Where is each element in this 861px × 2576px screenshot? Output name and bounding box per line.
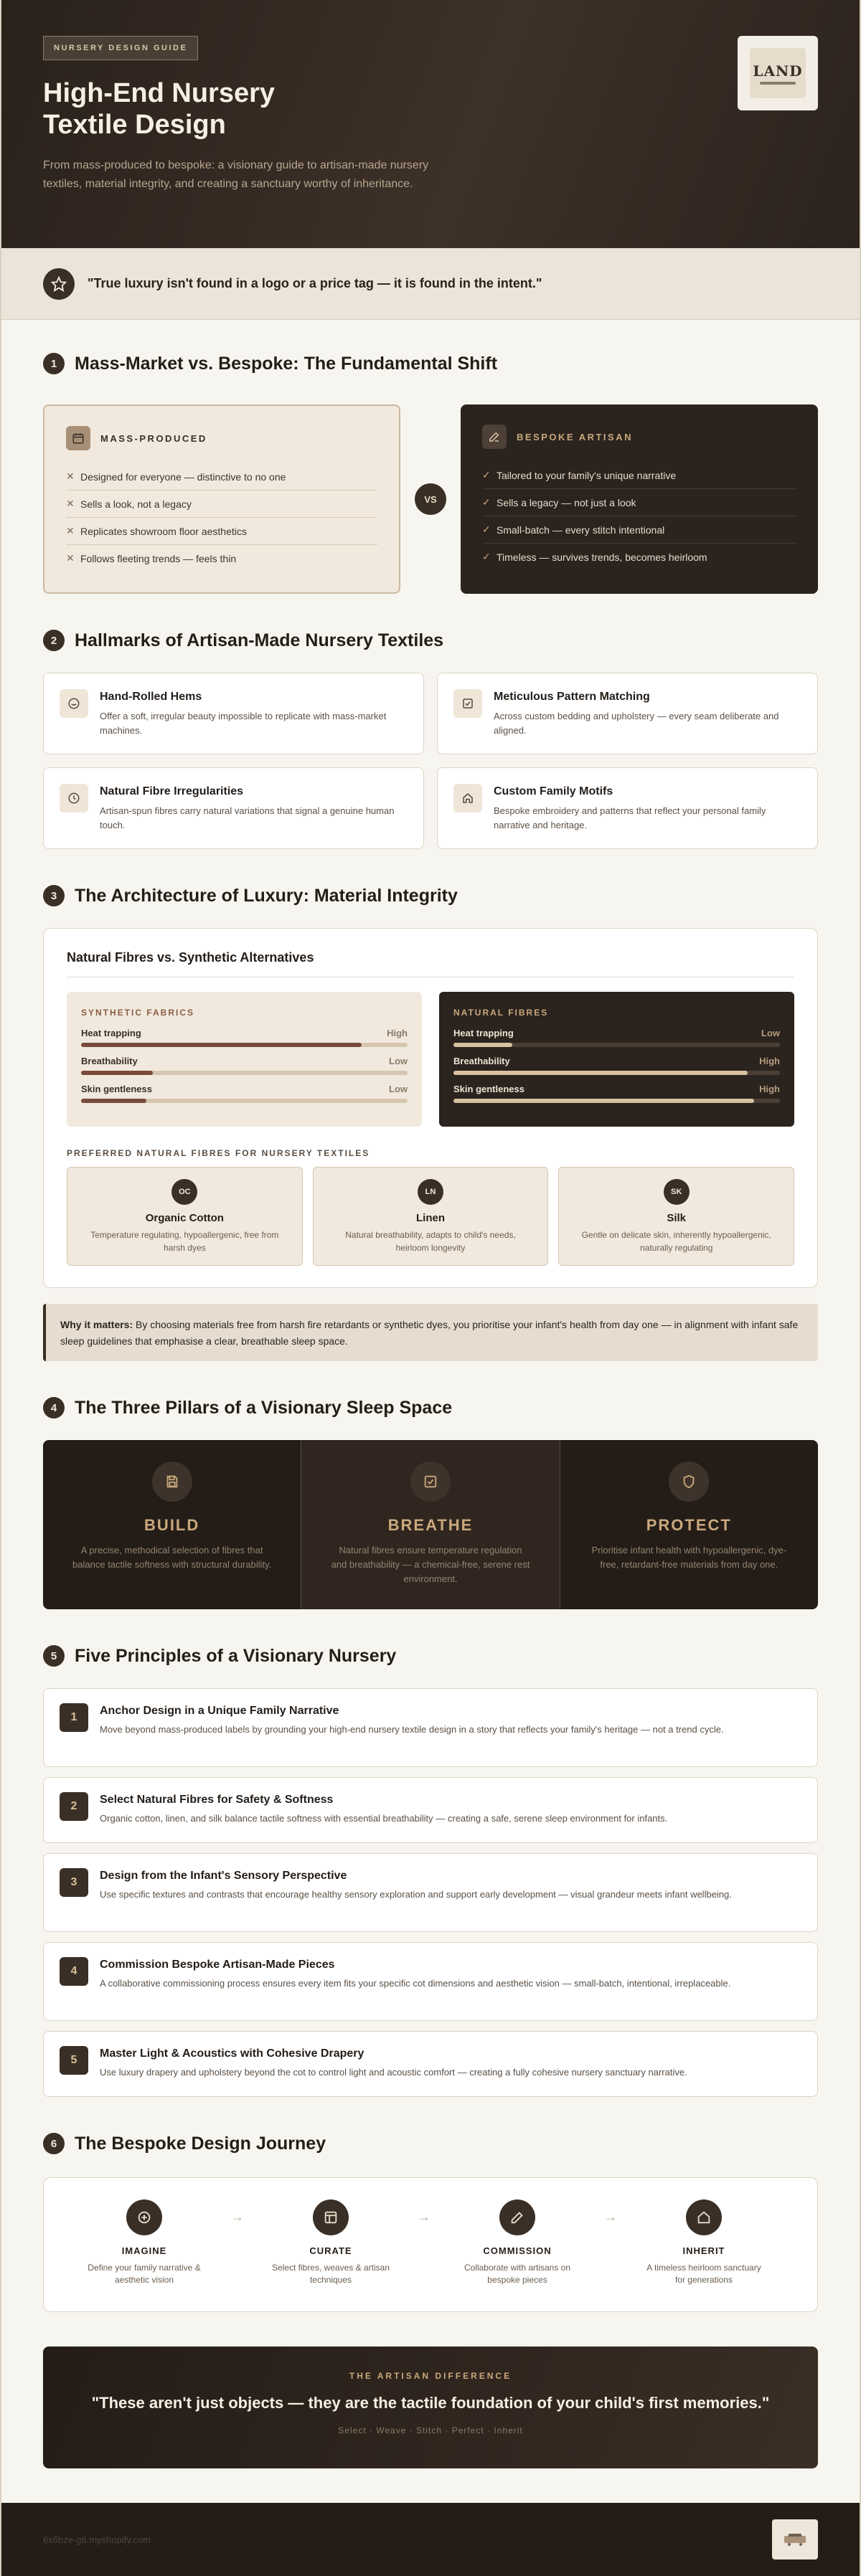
metric-bar bbox=[81, 1071, 153, 1075]
arrow-right-icon: → bbox=[418, 2210, 430, 2224]
x-icon: ✕ bbox=[66, 552, 75, 564]
quote-bar bbox=[1, 248, 860, 320]
list-item-text: Sells a legacy — not just a look bbox=[497, 496, 636, 508]
pillar-protect bbox=[560, 1440, 818, 1609]
vs-badge: VS bbox=[415, 483, 446, 515]
metric-track bbox=[453, 1099, 780, 1103]
metric-name: Breathability bbox=[453, 1056, 510, 1066]
bespoke-artisan-card bbox=[461, 404, 818, 594]
brand-logo[interactable] bbox=[738, 36, 818, 110]
principles-list bbox=[43, 1688, 818, 2097]
check-icon: ✓ bbox=[482, 496, 491, 508]
section-title-text: The Architecture of Luxury: Material Integrity bbox=[75, 885, 458, 906]
metric-track bbox=[453, 1071, 780, 1075]
metric-bar bbox=[453, 1071, 748, 1075]
step-title: COMMISSION bbox=[483, 2245, 552, 2256]
metric-name: Heat trapping bbox=[81, 1028, 141, 1038]
pillar-text: A precise, methodical selection of fibres that balance tactile softness with structural durability. bbox=[72, 1545, 272, 1570]
principle-title: Design from the Infant's Sensory Perspective bbox=[100, 1870, 347, 1882]
footer-logo-mark bbox=[783, 2532, 807, 2547]
save-icon bbox=[152, 1462, 192, 1502]
arrow-right-icon: → bbox=[231, 2210, 244, 2224]
metric-name: Skin gentleness bbox=[453, 1084, 524, 1094]
step-text: Collaborate with artisans on bespoke pieces bbox=[464, 2263, 571, 2285]
section-title bbox=[43, 1645, 818, 1667]
layout-icon bbox=[313, 2199, 349, 2235]
check-icon: ✓ bbox=[482, 524, 491, 535]
section-material-integrity bbox=[1, 849, 860, 1361]
pen-icon bbox=[482, 425, 507, 449]
fibre-name: Organic Cotton bbox=[145, 1212, 224, 1224]
why-label: Why it matters: bbox=[60, 1319, 133, 1330]
metric-value: Low bbox=[389, 1056, 408, 1066]
section-design-journey bbox=[1, 2097, 860, 2468]
principle-text: Move beyond mass-produced labels by grounding your high-end nursery textile design in a story that reflects your family's heritage — not a trend cycle. bbox=[100, 1724, 724, 1735]
why-text: By choosing materials free from harsh fire retardants or synthetic dyes, you prioritise your infant's health from day one — in alignment with infant safe sleep guidelines that emphasise a clear, breathable sleep space. bbox=[60, 1319, 799, 1347]
metric bbox=[453, 1028, 780, 1047]
fibre-name: Linen bbox=[416, 1212, 445, 1224]
list-item-text: Follows fleeting trends — feels thin bbox=[80, 552, 237, 564]
fibre-name: Silk bbox=[667, 1212, 687, 1224]
preferred-fibres-label: PREFERRED NATURAL FIBRES FOR NURSERY TEXTILES bbox=[67, 1148, 370, 1158]
metric-name: Heat trapping bbox=[453, 1028, 514, 1038]
pillar-text: Natural fibres ensure temperature regulation and breathability — a chemical-free, serene rest environment. bbox=[331, 1545, 530, 1584]
card-label: BESPOKE ARTISAN bbox=[517, 431, 633, 442]
list-item bbox=[482, 516, 796, 544]
section-number: 4 bbox=[43, 1397, 65, 1419]
panel-label: SYNTHETIC FABRICS bbox=[81, 1008, 195, 1018]
principle-text: A collaborative commissioning process ensures every item fits your specific cot dimensions and aesthetic vision — small-batch, intentional, irreplaceable. bbox=[100, 1978, 731, 1989]
pillar-text: Prioritise infant health with hypoallergenic, dye-free, retardant-free materials from day one. bbox=[591, 1545, 787, 1570]
pillars-row bbox=[43, 1440, 818, 1609]
journey-step-inherit bbox=[632, 2199, 776, 2286]
metric bbox=[81, 1028, 408, 1047]
step-text: A timeless heirloom sanctuary for generations bbox=[646, 2263, 761, 2285]
comparison-row bbox=[43, 404, 818, 594]
metric-value: Low bbox=[389, 1084, 408, 1094]
home-icon bbox=[686, 2199, 722, 2235]
check-icon: ✓ bbox=[482, 469, 491, 480]
check-square-icon bbox=[453, 689, 482, 718]
section-title-text: Five Principles of a Visionary Nursery bbox=[75, 1645, 397, 1666]
hallmark-card bbox=[43, 673, 424, 754]
metric bbox=[453, 1056, 780, 1075]
footer-logo[interactable] bbox=[772, 2519, 818, 2560]
section-title-text: The Three Pillars of a Visionary Sleep Space bbox=[75, 1397, 453, 1418]
list-item-text: Tailored to your family's unique narrative bbox=[497, 469, 677, 481]
journey-steps bbox=[43, 2177, 818, 2312]
pen-icon bbox=[499, 2199, 535, 2235]
why-it-matters-callout bbox=[43, 1304, 818, 1361]
journey-step-commission bbox=[446, 2199, 589, 2286]
artisan-difference-banner bbox=[43, 2347, 818, 2468]
principle-title: Master Light & Acoustics with Cohesive Drapery bbox=[100, 2047, 364, 2060]
hallmark-text: Offer a soft, irregular beauty impossible to replicate with mass-market machines. bbox=[100, 711, 387, 736]
plus-circle-icon bbox=[126, 2199, 162, 2235]
pillar-breathe bbox=[301, 1440, 560, 1609]
metric-bar bbox=[453, 1043, 512, 1047]
mass-produced-card bbox=[43, 404, 400, 594]
section-title bbox=[43, 1397, 818, 1419]
card-label: MASS-PRODUCED bbox=[100, 432, 207, 444]
mass-list bbox=[66, 463, 377, 572]
home-icon bbox=[453, 784, 482, 813]
list-item-text: Designed for everyone — distinctive to no one bbox=[80, 470, 286, 483]
fibre-text: Temperature regulating, hypoallergenic, free from harsh dyes bbox=[90, 1230, 279, 1253]
principle-text: Use luxury drapery and upholstery beyond the cot to control light and acoustic comfort — creating a fully cohesive nursery sanctuary narrative. bbox=[100, 2067, 687, 2078]
hallmark-card bbox=[43, 767, 424, 849]
footer-url[interactable]: 6x6bze-g6.myshopify.com bbox=[43, 2534, 151, 2545]
section-three-pillars bbox=[1, 1361, 860, 1609]
principle-title: Commission Bespoke Artisan-Made Pieces bbox=[100, 1959, 335, 1971]
hallmark-text: Across custom bedding and upholstery — every seam deliberate and aligned. bbox=[494, 711, 779, 736]
brand-logo-text: LAND bbox=[753, 62, 803, 80]
section-title bbox=[43, 2133, 818, 2154]
panel-label: NATURAL FIBRES bbox=[453, 1008, 549, 1018]
list-item bbox=[66, 545, 377, 572]
section-number: 3 bbox=[43, 885, 65, 906]
section-title-text: Mass-Market vs. Bespoke: The Fundamental Shift bbox=[75, 353, 498, 374]
metric-value: High bbox=[759, 1056, 780, 1066]
x-icon: ✕ bbox=[66, 498, 75, 509]
principle-text: Organic cotton, linen, and silk balance tactile softness with essential breathability — creating a safe, serene sleep environment for infants. bbox=[100, 1813, 668, 1824]
list-item-text: Timeless — survives trends, becomes heirloom bbox=[497, 551, 707, 563]
section-hallmarks bbox=[1, 594, 860, 849]
hero-intro: From mass-produced to bespoke: a visionary guide to artisan-made nursery textiles, material integrity, and creating a sanctuary worthy of inheritance. bbox=[43, 159, 429, 190]
pillar-title: BREATHE bbox=[387, 1516, 474, 1534]
principle-card bbox=[43, 1853, 818, 1932]
arrow-right-icon: → bbox=[604, 2210, 617, 2224]
fibre-card bbox=[313, 1167, 549, 1266]
banner-quote: "These aren't just objects — they are the tactile foundation of your child's first memories." bbox=[91, 2394, 770, 2412]
metric-bar bbox=[453, 1099, 754, 1103]
hallmarks-grid bbox=[43, 673, 818, 849]
list-item bbox=[66, 463, 377, 491]
principle-number: 2 bbox=[60, 1792, 88, 1821]
pillar-build bbox=[43, 1440, 301, 1609]
principle-card bbox=[43, 2031, 818, 2097]
section-title bbox=[43, 630, 818, 651]
hallmark-title: Meticulous Pattern Matching bbox=[494, 691, 650, 703]
banner-label: THE ARTISAN DIFFERENCE bbox=[349, 2371, 512, 2381]
bespoke-list bbox=[482, 462, 796, 570]
principle-number: 5 bbox=[60, 2046, 88, 2075]
hallmark-title: Custom Family Motifs bbox=[494, 785, 613, 797]
metric-track bbox=[81, 1099, 408, 1103]
hero-header bbox=[1, 0, 860, 248]
step-title: IMAGINE bbox=[121, 2245, 167, 2256]
journey-step-imagine bbox=[72, 2199, 216, 2286]
page-title-line-1: High-End Nursery bbox=[43, 78, 276, 108]
step-title: CURATE bbox=[309, 2245, 352, 2256]
section-title bbox=[43, 353, 818, 374]
section-title-text: Hallmarks of Artisan-Made Nursery Textiles bbox=[75, 630, 444, 650]
list-item bbox=[482, 489, 796, 516]
hallmark-title: Natural Fibre Irregularities bbox=[100, 785, 244, 797]
metric-track bbox=[453, 1043, 780, 1047]
x-icon: ✕ bbox=[66, 470, 75, 482]
list-item bbox=[66, 491, 377, 518]
metric-name: Skin gentleness bbox=[81, 1084, 152, 1094]
smile-icon bbox=[60, 689, 88, 718]
banner-tags: Select · Weave · Stitch · Perfect · Inherit bbox=[338, 2425, 523, 2435]
section-number: 2 bbox=[43, 630, 65, 651]
footer bbox=[1, 2503, 860, 2576]
metric-bar bbox=[81, 1043, 362, 1047]
list-item-text: Sells a look, not a legacy bbox=[80, 498, 192, 510]
fibre-panels bbox=[67, 992, 794, 1127]
list-item-text: Replicates showroom floor aesthetics bbox=[80, 525, 247, 537]
fibre-abbr: OC bbox=[171, 1179, 197, 1205]
step-title: INHERIT bbox=[682, 2245, 725, 2256]
section-number: 1 bbox=[43, 353, 65, 374]
section-title bbox=[43, 885, 818, 906]
principle-title: Select Natural Fibres for Safety & Softness bbox=[100, 1794, 334, 1806]
box-title: Natural Fibres vs. Synthetic Alternatives bbox=[67, 950, 794, 977]
quote-text: "True luxury isn't found in a logo or a price tag — it is found in the intent." bbox=[88, 276, 542, 290]
metric-bar bbox=[81, 1099, 146, 1103]
x-icon: ✕ bbox=[66, 525, 75, 536]
brand-logo-inner bbox=[750, 48, 806, 98]
synthetic-fabrics-panel bbox=[67, 992, 422, 1127]
principle-number: 1 bbox=[60, 1703, 88, 1732]
principle-text: Use specific textures and contrasts that encourage healthy sensory exploration and support early development — visual grandeur meets infant wellbeing. bbox=[100, 1889, 732, 1900]
page-title-line-2: Textile Design bbox=[43, 110, 226, 140]
clock-icon bbox=[60, 784, 88, 813]
fibre-card bbox=[67, 1167, 303, 1266]
principle-card bbox=[43, 1777, 818, 1843]
list-item bbox=[482, 544, 796, 570]
check-square-icon bbox=[410, 1462, 451, 1502]
principle-number: 3 bbox=[60, 1868, 88, 1897]
pillar-title: BUILD bbox=[144, 1516, 200, 1534]
section-mass-vs-bespoke bbox=[1, 320, 860, 594]
metric-name: Breathability bbox=[81, 1056, 138, 1066]
metric-track bbox=[81, 1043, 408, 1047]
metric-track bbox=[81, 1071, 408, 1075]
hallmark-text: Artisan-spun fibres carry natural variations that signal a genuine human touch. bbox=[100, 805, 395, 830]
star-icon bbox=[43, 268, 75, 300]
calendar-icon bbox=[66, 426, 90, 450]
hallmark-card bbox=[437, 673, 818, 754]
metric bbox=[453, 1084, 780, 1103]
natural-fibres-panel bbox=[439, 992, 794, 1127]
section-number: 5 bbox=[43, 1645, 65, 1667]
list-item bbox=[482, 462, 796, 489]
section-title-text: The Bespoke Design Journey bbox=[75, 2133, 326, 2154]
fibre-comparison-box bbox=[43, 928, 818, 1288]
fibre-abbr: LN bbox=[418, 1179, 443, 1205]
list-item-text: Small-batch — every stitch intentional bbox=[497, 524, 665, 536]
hallmark-title: Hand-Rolled Hems bbox=[100, 691, 202, 703]
metric-value: Low bbox=[761, 1028, 780, 1038]
fibre-text: Natural breathability, adapts to child's needs, heirloom longevity bbox=[345, 1230, 516, 1253]
step-text: Select fibres, weaves & artisan techniques bbox=[271, 2263, 390, 2285]
metric-value: High bbox=[759, 1084, 780, 1094]
principle-number: 4 bbox=[60, 1957, 88, 1986]
fibre-card bbox=[558, 1167, 794, 1266]
principle-card bbox=[43, 1942, 818, 2021]
principle-card bbox=[43, 1688, 818, 1767]
preferred-fibres-row bbox=[67, 1167, 794, 1266]
principle-title: Anchor Design in a Unique Family Narrative bbox=[100, 1705, 339, 1717]
card-header bbox=[66, 426, 377, 450]
section-number: 6 bbox=[43, 2133, 65, 2154]
list-item bbox=[66, 518, 377, 545]
metric-value: High bbox=[387, 1028, 408, 1038]
card-header bbox=[482, 425, 796, 449]
hallmark-card bbox=[437, 767, 818, 849]
guide-badge: NURSERY DESIGN GUIDE bbox=[43, 36, 198, 60]
metric bbox=[81, 1084, 408, 1103]
check-icon: ✓ bbox=[482, 551, 491, 562]
step-text: Define your family narrative & aesthetic vision bbox=[88, 2263, 201, 2285]
section-five-principles bbox=[1, 1609, 860, 2097]
shield-icon bbox=[669, 1462, 709, 1502]
fibre-abbr: SK bbox=[664, 1179, 690, 1205]
brand-logo-underline bbox=[760, 82, 796, 85]
hallmark-text: Bespoke embroidery and patterns that reflect your personal family narrative and heritage. bbox=[494, 805, 766, 830]
page-title bbox=[43, 77, 474, 141]
metric bbox=[81, 1056, 408, 1075]
pillar-title: PROTECT bbox=[646, 1516, 732, 1534]
fibre-text: Gentle on delicate skin, inherently hypoallergenic, naturally regulating bbox=[581, 1230, 771, 1253]
journey-step-curate bbox=[259, 2199, 403, 2286]
